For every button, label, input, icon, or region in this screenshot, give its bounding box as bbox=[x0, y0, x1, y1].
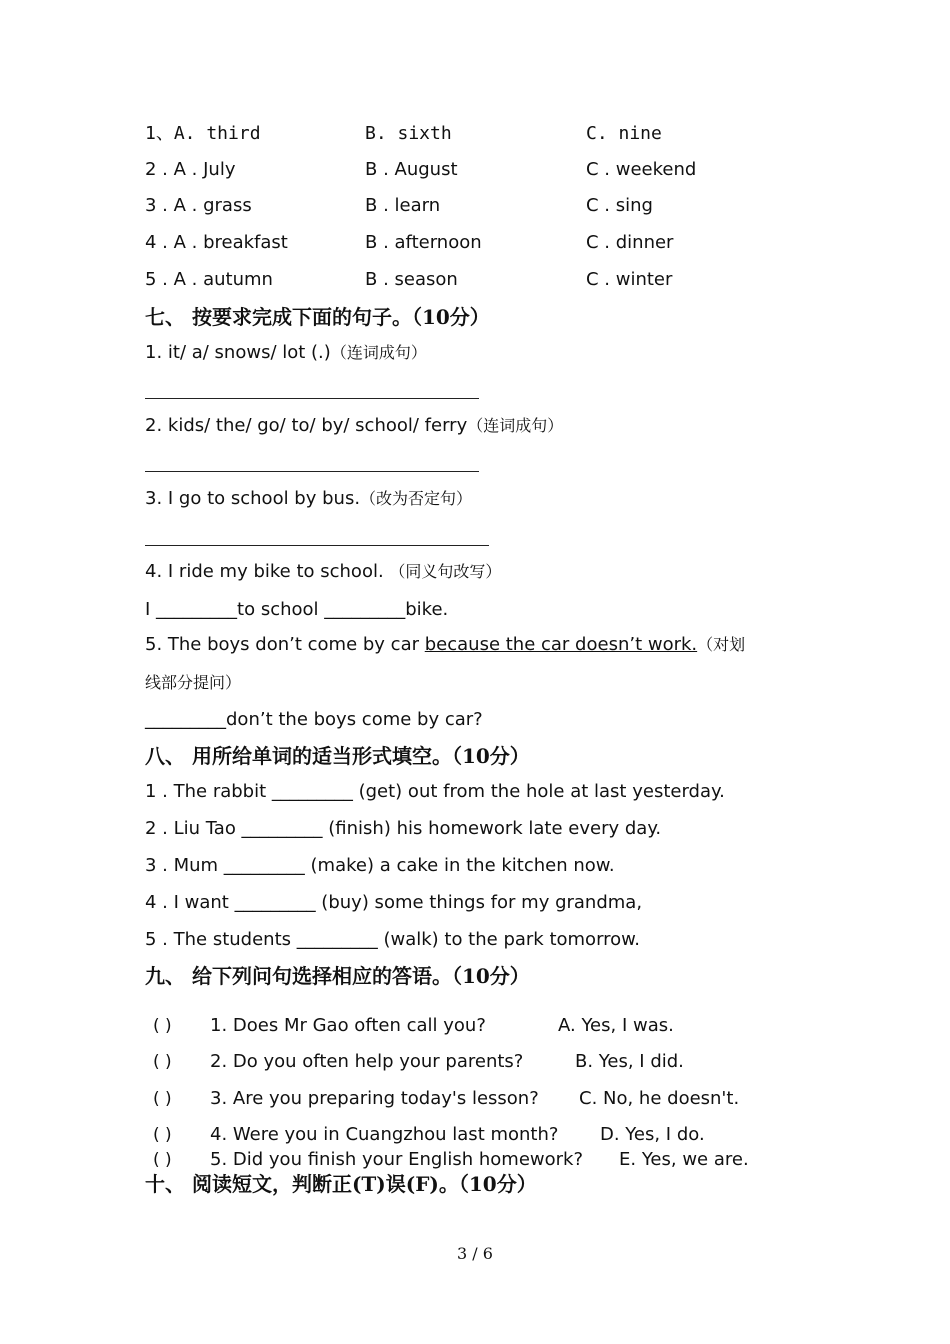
section7-q5-text: 5. The boys don’t come by car bbox=[145, 634, 425, 655]
section9-question-2: 2. Do you often help your parents? bbox=[210, 1051, 524, 1072]
page-number: 3 / 6 bbox=[457, 1244, 493, 1263]
option-row-5-c: C . winter bbox=[586, 269, 673, 290]
section7-q1-text: 1. it/ a/ snows/ lot (.) bbox=[145, 342, 331, 363]
section7-q4 bbox=[145, 561, 501, 583]
section9-question-3: 3. Are you preparing today's lesson? bbox=[210, 1088, 539, 1109]
option-row-1-a: 1、A. third bbox=[145, 123, 261, 144]
answer-paren-5[interactable]: ( ) bbox=[153, 1150, 172, 1170]
section7-q3-note: （改为否定句） bbox=[360, 489, 473, 508]
section9-question-1: 1. Does Mr Gao often call you? bbox=[210, 1015, 486, 1036]
option-row-5-b: B . season bbox=[365, 269, 458, 290]
answer-line-1[interactable] bbox=[145, 398, 479, 399]
section7-q2-text: 2. kids/ the/ go/ to/ by/ school/ ferry bbox=[145, 415, 468, 436]
answer-paren-2[interactable]: ( ) bbox=[153, 1052, 172, 1072]
section8-item-1[interactable]: 1 . The rabbit _________ (get) out from the hole at last yesterday. bbox=[145, 781, 725, 802]
answer-paren-1[interactable]: ( ) bbox=[153, 1016, 172, 1036]
section7-q5-underlined: because the car doesn’t work. bbox=[424, 634, 698, 655]
section9-answer-2: B. Yes, I did. bbox=[575, 1051, 684, 1072]
section7-q4-text: 4. I ride my bike to school. bbox=[145, 561, 390, 582]
section7-q4-note: （同义句改写） bbox=[389, 562, 502, 581]
section7-q3 bbox=[145, 488, 472, 510]
answer-paren-4[interactable]: ( ) bbox=[153, 1125, 172, 1145]
option-row-4-c: C . dinner bbox=[586, 232, 674, 253]
option-row-1-b: B. sixth bbox=[365, 123, 452, 144]
section7-q2-note: （连词成句） bbox=[467, 416, 564, 435]
answer-paren-3[interactable]: ( ) bbox=[153, 1089, 172, 1109]
section7-q1-note: （连词成句） bbox=[330, 343, 427, 362]
option-row-3-a: 3 . A . grass bbox=[145, 195, 252, 216]
section9-question-4: 4. Were you in Cuangzhou last month? bbox=[210, 1124, 559, 1145]
option-row-5-a: 5 . A . autumn bbox=[145, 269, 273, 290]
section8-heading: 八、 用所给单词的适当形式填空。（10分） bbox=[145, 744, 530, 768]
section8-item-5[interactable]: 5 . The students _________ (walk) to the park tomorrow. bbox=[145, 929, 640, 950]
section7-q2 bbox=[145, 415, 563, 437]
section7-q5 bbox=[145, 634, 745, 656]
option-row-1-c: C. nine bbox=[586, 123, 662, 144]
option-row-3-b: B . learn bbox=[365, 195, 441, 216]
section8-item-3[interactable]: 3 . Mum _________ (make) a cake in the kitchen now. bbox=[145, 855, 615, 876]
section8-item-4[interactable]: 4 . I want _________ (buy) some things for my grandma, bbox=[145, 892, 643, 913]
section9-answer-5: E. Yes, we are. bbox=[619, 1149, 749, 1170]
section7-q5-note-cont: 线部分提问） bbox=[145, 673, 242, 692]
section9-heading: 九、 给下列问句选择相应的答语。（10分） bbox=[145, 964, 530, 988]
section9-question-5: 5. Did you finish your English homework? bbox=[210, 1149, 584, 1170]
section7-q1 bbox=[145, 342, 427, 364]
section9-answer-3: C. No, he doesn't. bbox=[579, 1088, 740, 1109]
section7-q3-text: 3. I go to school by bus. bbox=[145, 488, 361, 509]
option-row-4-a: 4 . A . breakfast bbox=[145, 232, 288, 253]
section7-q5-answer[interactable]: _________don’t the boys come by car? bbox=[145, 709, 483, 730]
option-row-3-c: C . sing bbox=[586, 195, 653, 216]
option-row-4-b: B . afternoon bbox=[365, 232, 482, 253]
section9-answer-4: D. Yes, I do. bbox=[600, 1124, 705, 1145]
option-row-2-a: 2 . A . July bbox=[145, 159, 236, 180]
answer-line-3[interactable] bbox=[145, 545, 489, 546]
section7-q5-note: （对划 bbox=[697, 635, 746, 654]
section7-heading: 七、 按要求完成下面的句子。（10分） bbox=[145, 305, 490, 329]
answer-line-2[interactable] bbox=[145, 471, 479, 472]
section8-item-2[interactable]: 2 . Liu Tao _________ (finish) his homework late every day. bbox=[145, 818, 662, 839]
section10-heading: 十、 阅读短文，判断正(T)误(F)。（10分） bbox=[145, 1172, 537, 1196]
option-row-2-b: B . August bbox=[365, 159, 458, 180]
option-row-2-c: C . weekend bbox=[586, 159, 697, 180]
section9-answer-1: A. Yes, I was. bbox=[558, 1015, 674, 1036]
section7-q4-answer[interactable]: I _________to school _________bike. bbox=[145, 599, 449, 620]
